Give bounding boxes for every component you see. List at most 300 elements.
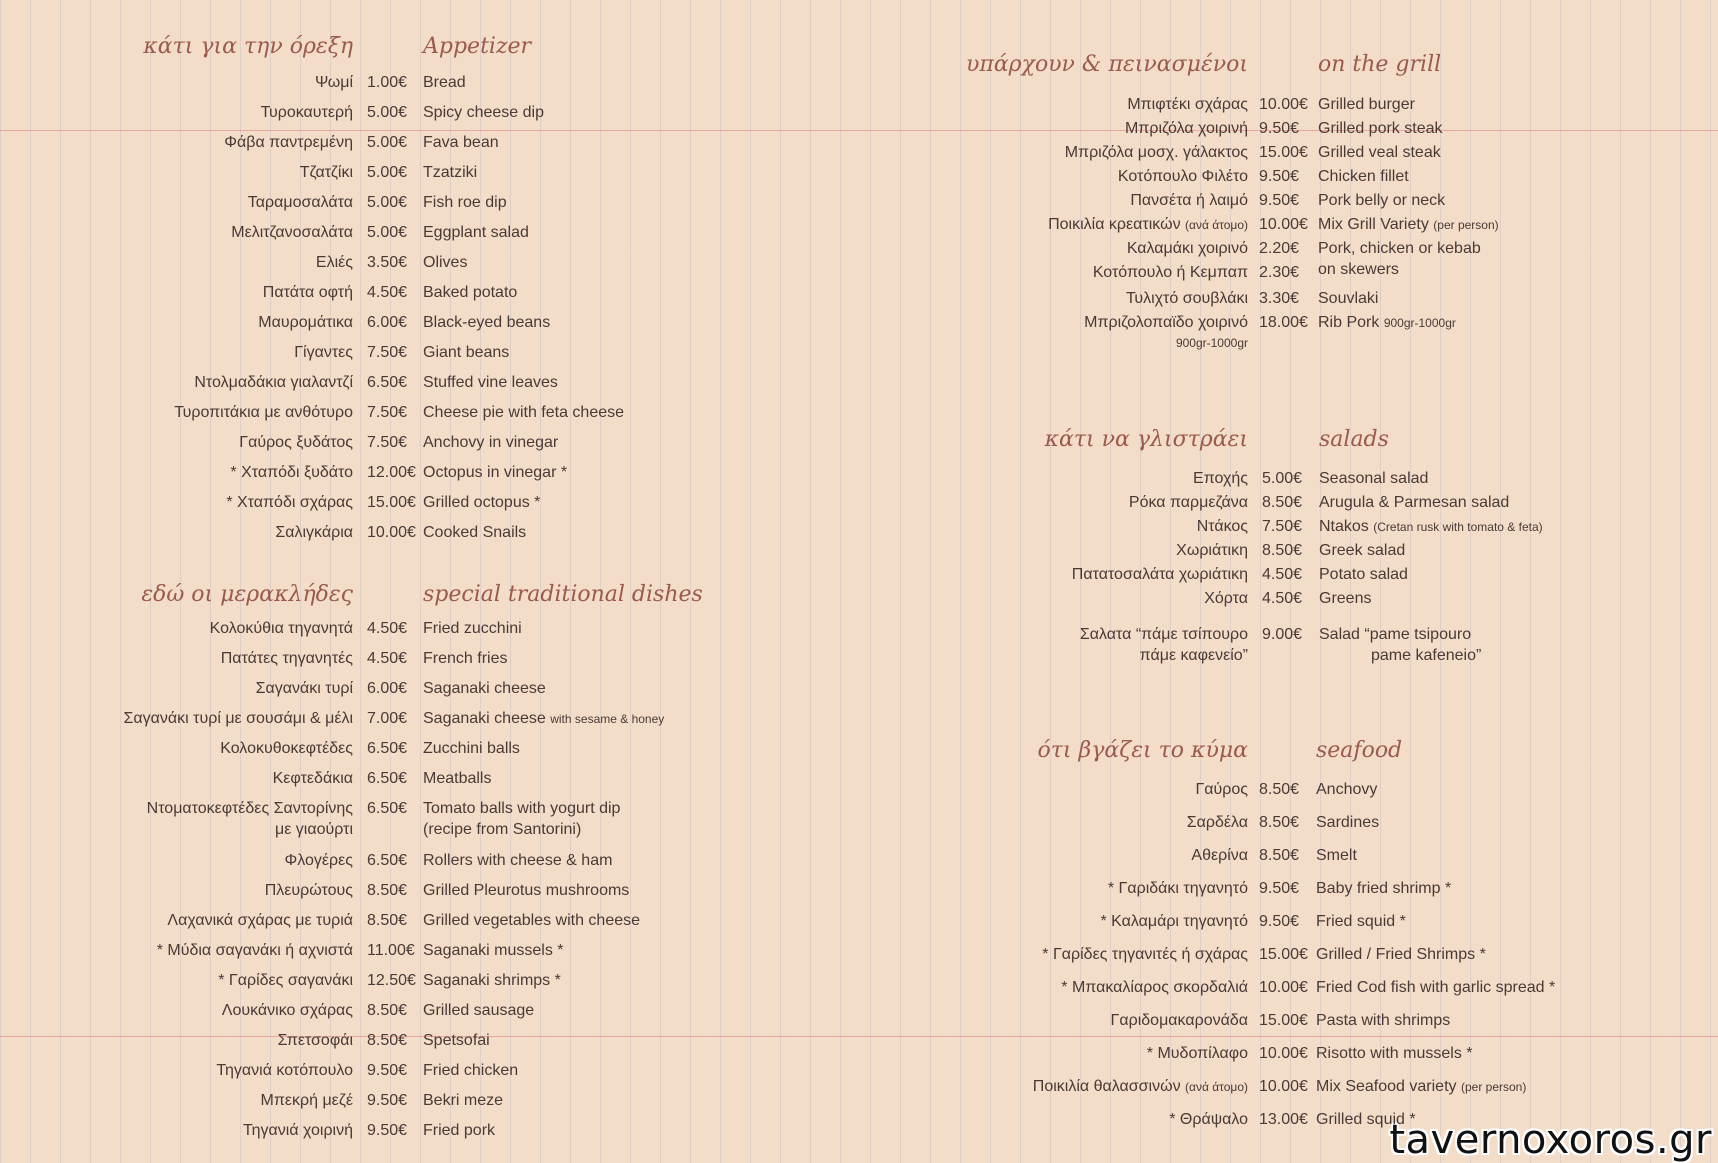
item-name-greek <box>278 1030 353 1051</box>
item-name-english <box>423 72 466 93</box>
item-name-greek-text: Ντολμαδάκια γιαλαντζί <box>194 374 353 391</box>
item-name-greek-text: Ντοματοκεφτέδες Σαντορίνης <box>146 800 353 817</box>
item-price: 6.50€ <box>367 740 408 757</box>
item-price: 10.00€ <box>1259 216 1308 233</box>
item-name-english <box>1316 812 1379 833</box>
item-price: 6.50€ <box>367 770 408 787</box>
item-name-greek-text: Κεφτεδάκια <box>272 770 353 787</box>
watermark: tavernoxoros.gr <box>1389 1117 1712 1163</box>
item-name-greek-text: Ταραμοσαλάτα <box>247 194 353 211</box>
item-name-greek <box>294 342 353 363</box>
item-name-english-text: Stuffed vine leaves <box>423 374 558 391</box>
item-price: 6.00€ <box>367 314 408 331</box>
item-name-greek-text: * Χταπόδι σχάρας <box>226 494 353 511</box>
item-name-greek <box>285 850 354 871</box>
item-name-greek <box>265 880 353 901</box>
item-name-english <box>423 312 550 333</box>
item-price: 5.00€ <box>367 194 408 211</box>
item-name-greek <box>1193 468 1248 489</box>
item-name-greek-text: Σαγανάκι τυρί <box>255 680 353 697</box>
item-price: 4.50€ <box>367 650 408 667</box>
item-name-greek <box>167 910 353 931</box>
item-name-english <box>1318 142 1441 163</box>
item-note-greek: (ανά άτομο) <box>1185 218 1248 232</box>
item-name-greek-line2: 900gr-1000gr <box>1175 336 1248 350</box>
item-name-english-text: Anchovy in vinegar <box>423 434 559 451</box>
item-name-english-text: Smelt <box>1316 847 1357 864</box>
item-name-greek-text: Σαλατα “πάμε τσίπουρο <box>1079 626 1248 643</box>
item-name-greek-text: Τυροκαυτερή <box>260 104 353 121</box>
item-price: 10.00€ <box>1259 1045 1308 1062</box>
item-name-greek-text: Μπριζολοπαϊδο χοιρινό <box>1084 314 1248 331</box>
item-name-greek <box>1127 238 1248 259</box>
item-name-english-text: Souvlaki <box>1318 290 1379 307</box>
item-name-english-text: Saganaki shrimps * <box>423 972 561 989</box>
item-price: 6.50€ <box>367 374 408 391</box>
item-name-greek-text: Κοτόπουλο ή Κεμπαπ <box>1092 264 1248 281</box>
item-name-english <box>423 252 467 273</box>
item-name-greek-text: * Γαρίδες σαγανάκι <box>218 972 353 989</box>
item-price: 6.50€ <box>367 852 408 869</box>
item-price: 9.50€ <box>1259 120 1300 137</box>
item-name-greek <box>224 132 353 153</box>
item-price: 9.50€ <box>367 1062 408 1079</box>
item-name-greek <box>263 282 353 303</box>
item-price: 8.50€ <box>367 1032 408 1049</box>
section-title-greek: υπάρχουν & πεινασμένοι <box>965 52 1248 77</box>
item-name-english <box>1316 845 1357 866</box>
item-price: 8.50€ <box>1262 542 1303 559</box>
item-name-greek <box>221 648 353 669</box>
section-title-english: on the grill <box>1318 52 1442 77</box>
item-name-greek-text: Χωριάτικη <box>1176 542 1248 559</box>
item-name-greek-text: * Θράψαλο <box>1169 1111 1248 1128</box>
item-name-english <box>1316 878 1451 899</box>
item-name-greek <box>147 798 353 840</box>
item-price: 9.00€ <box>1262 626 1303 643</box>
item-name-english-text: Zucchini balls <box>423 740 520 757</box>
item-price: 18.00€ <box>1259 314 1308 331</box>
item-name-english-text: Seasonal salad <box>1319 470 1429 487</box>
item-name-greek <box>216 1060 353 1081</box>
item-note-english: with sesame & honey <box>550 712 665 726</box>
item-name-english-text: Fried chicken <box>423 1062 519 1079</box>
item-name-english <box>423 462 567 483</box>
item-name-greek-text: Μπεκρή μεζέ <box>260 1092 353 1109</box>
item-name-english-text: Greek salad <box>1319 542 1406 559</box>
item-note-english: (Cretan rusk with tomato & feta) <box>1373 520 1543 534</box>
item-name-english <box>1318 312 1456 334</box>
item-price: 11.00€ <box>367 942 415 959</box>
item-price: 9.50€ <box>1259 192 1300 209</box>
item-price: 10.00€ <box>1259 96 1308 113</box>
item-name-english <box>423 1000 534 1021</box>
item-name-english-text: Octopus in vinegar * <box>423 464 568 481</box>
item-name-greek-text: Σαγανάκι τυρί με σουσάμι & μέλι <box>123 710 353 727</box>
item-name-greek <box>243 1120 353 1141</box>
item-price: 5.00€ <box>367 104 408 121</box>
item-name-greek <box>1118 166 1248 187</box>
item-name-english-text: Tomato balls with yogurt dip <box>423 800 621 817</box>
item-name-english <box>423 708 664 730</box>
item-name-english-text: Grilled sausage <box>423 1002 535 1019</box>
item-name-english-text: Mix Seafood variety <box>1316 1078 1457 1095</box>
item-name-english-text: Fried pork <box>423 1122 496 1139</box>
item-name-greek <box>261 102 353 123</box>
section-title-greek: κάτι για την όρεξη <box>143 34 353 59</box>
item-price: 12.00€ <box>367 464 416 481</box>
item-price: 4.50€ <box>367 620 408 637</box>
item-name-english-text: Saganaki cheese <box>423 680 546 697</box>
item-name-greek-text: Γαύρος <box>1195 781 1248 798</box>
item-name-english <box>1318 288 1378 309</box>
item-price: 8.50€ <box>1259 814 1300 831</box>
item-name-greek-text: Καλαμάκι χοιρινό <box>1126 240 1248 257</box>
item-name-greek <box>1204 588 1248 609</box>
item-name-english-line2: pame kafeneio” <box>1371 647 1482 664</box>
item-name-english <box>423 342 509 363</box>
item-name-english-text: Meatballs <box>423 770 492 787</box>
item-name-english <box>1319 588 1371 609</box>
item-name-english-text: Black-eyed beans <box>423 314 551 331</box>
item-price: 5.00€ <box>367 134 408 151</box>
item-name-english <box>423 1060 518 1081</box>
item-name-greek <box>315 72 353 93</box>
item-name-greek-text: Φάβα παντρεμένη <box>224 134 353 151</box>
section-title-english: special traditional dishes <box>423 582 703 607</box>
item-name-english <box>1318 166 1409 187</box>
item-name-english <box>423 102 544 123</box>
item-price: 2.30€ <box>1259 264 1300 281</box>
item-name-english-text: Greens <box>1319 590 1372 607</box>
item-name-greek-text: Σαλιγκάρια <box>275 524 353 541</box>
item-name-english-text: Grilled pork steak <box>1318 120 1443 137</box>
item-name-english <box>423 648 507 669</box>
item-name-english <box>423 432 558 453</box>
item-name-english <box>423 282 517 303</box>
item-price: 7.50€ <box>367 404 408 421</box>
item-name-greek-text: * Μύδια σαγανάκι ή αχνιστά <box>156 942 353 959</box>
item-name-english <box>423 372 558 393</box>
item-name-greek <box>1197 516 1248 537</box>
item-name-greek-text: Πατατοσαλάτα χωριάτικη <box>1071 566 1248 583</box>
item-name-english <box>1318 214 1499 236</box>
item-name-greek-text: Ποικιλία κρεατικών <box>1048 216 1181 233</box>
item-name-english <box>1316 779 1377 800</box>
item-name-english <box>423 222 529 243</box>
item-name-greek <box>300 162 353 183</box>
item-name-english-text: Cheese pie with feta cheese <box>423 404 625 421</box>
item-name-greek-text: Μπριζόλα μοσχ. γάλακτος <box>1064 144 1248 161</box>
item-name-english-text: Potato salad <box>1319 566 1408 583</box>
item-name-english <box>423 1090 503 1111</box>
item-name-greek-text: Πανσέτα ή λαιμό <box>1130 192 1248 209</box>
item-name-english <box>1316 977 1555 998</box>
item-name-english-text: Rib Pork <box>1318 314 1380 331</box>
item-name-english <box>1319 492 1509 513</box>
item-name-english <box>1316 1010 1450 1031</box>
item-price: 8.50€ <box>367 1002 408 1019</box>
item-name-english-text: Cooked Snails <box>423 524 527 541</box>
item-name-english-text: Baby fried shrimp * <box>1316 880 1452 897</box>
section-title-english: salads <box>1319 427 1389 452</box>
item-name-greek-text: Κολοκύθια τηγανητά <box>209 620 353 637</box>
item-price: 10.00€ <box>1259 1078 1308 1095</box>
item-name-english <box>423 940 564 961</box>
item-name-english <box>423 162 477 183</box>
item-name-english <box>1316 911 1406 932</box>
item-name-english <box>423 678 546 699</box>
item-name-greek <box>1147 1043 1248 1064</box>
item-name-greek <box>239 432 353 453</box>
item-name-english-text: Risotto with mussels * <box>1316 1045 1473 1062</box>
item-price: 2.20€ <box>1259 240 1300 257</box>
item-name-greek-text: Τυλιχτό σουβλάκι <box>1125 290 1248 307</box>
item-name-greek-text: Μπιφτέκι σχάρας <box>1127 96 1248 113</box>
item-name-english <box>423 768 491 789</box>
section-title-greek: ότι βγάζει το κύμα <box>1037 738 1248 763</box>
section-title-english: seafood <box>1316 738 1403 763</box>
item-name-english <box>1319 564 1408 585</box>
item-name-greek-text: * Μπακαλίαρος σκορδαλιά <box>1061 979 1248 996</box>
item-name-english-text: Grilled / Fried Shrimps * <box>1316 946 1486 963</box>
item-note-english: (per person) <box>1460 1080 1527 1094</box>
item-name-english-text: Eggplant salad <box>423 224 529 241</box>
item-name-greek <box>1048 214 1248 236</box>
item-name-greek <box>248 192 353 213</box>
item-note-greek: (ανά άτομο) <box>1185 1080 1248 1094</box>
item-name-greek-text: Γαύρος ξυδάτος <box>239 434 353 451</box>
item-name-english <box>1319 624 1481 666</box>
item-price: 5.00€ <box>1262 470 1303 487</box>
item-name-english-text: Fried squid * <box>1316 913 1406 930</box>
item-name-greek-text: Γίγαντες <box>294 344 353 361</box>
item-name-greek <box>1084 312 1248 354</box>
item-price: 10.00€ <box>1259 979 1308 996</box>
item-price: 3.50€ <box>367 254 408 271</box>
item-name-greek-text: Τυροπιτάκια με ανθότυρο <box>174 404 353 421</box>
item-name-greek <box>1125 118 1248 139</box>
item-name-greek <box>1100 911 1248 932</box>
item-name-greek <box>210 618 353 639</box>
item-price: 4.50€ <box>1262 590 1303 607</box>
item-price: 4.50€ <box>1262 566 1303 583</box>
item-name-english-text: Pork belly or neck <box>1318 192 1446 209</box>
item-price: 7.00€ <box>367 710 408 727</box>
item-name-english <box>1316 1076 1526 1098</box>
item-name-greek <box>1080 624 1248 666</box>
item-name-greek-text: Μπριζόλα χοιρινή <box>1124 120 1248 137</box>
item-name-english-text: Tzatziki <box>423 164 478 181</box>
item-name-english-text: Pasta with shrimps <box>1316 1012 1451 1029</box>
item-name-greek <box>258 312 353 333</box>
item-name-greek <box>1033 1076 1248 1098</box>
item-name-greek-text: Αθερίνα <box>1191 847 1248 864</box>
item-price: 3.30€ <box>1259 290 1300 307</box>
item-price: 13.00€ <box>1259 1111 1308 1128</box>
item-name-greek-text: Μελιτζανοσαλάτα <box>231 224 353 241</box>
item-name-greek-text: Τηγανιά κοτόπουλο <box>216 1062 353 1079</box>
section-title-greek: κάτι να γλιστράει <box>1044 427 1248 452</box>
item-name-english-text: Saganaki cheese <box>423 710 546 727</box>
item-name-greek-text: Σαρδέλα <box>1186 814 1248 831</box>
section-title-greek: εδώ οι μερακλήδες <box>141 582 353 607</box>
item-name-english <box>423 910 640 931</box>
item-name-english <box>1319 540 1405 561</box>
item-name-english <box>423 492 540 513</box>
item-name-greek-text: Ψωμί <box>314 74 353 91</box>
item-price: 1.00€ <box>367 74 408 91</box>
item-price: 15.00€ <box>1259 946 1308 963</box>
item-price: 15.00€ <box>1259 144 1308 161</box>
item-name-english-text: Sardines <box>1316 814 1380 831</box>
item-name-greek-text: * Γαριδάκι τηγανητό <box>1107 880 1248 897</box>
item-name-greek-line2: πάμε καφενείο” <box>1139 647 1248 664</box>
item-price: 8.50€ <box>367 912 408 929</box>
item-name-greek <box>222 1000 353 1021</box>
item-name-english-text: Arugula & Parmesan salad <box>1319 494 1510 511</box>
item-name-english-text: Fried Cod fish with garlic spread * <box>1316 979 1556 996</box>
item-name-english-text: Anchovy <box>1316 781 1378 798</box>
item-name-greek-text: Τηγανιά χοιρινή <box>243 1122 353 1139</box>
item-name-greek <box>1065 142 1248 163</box>
item-price: 9.50€ <box>367 1092 408 1109</box>
item-name-english <box>423 1120 495 1141</box>
item-name-english-text: Ntakos <box>1319 518 1369 535</box>
item-name-greek <box>1111 1010 1248 1031</box>
item-name-english-text: Salad “pame tsipouro <box>1319 626 1472 643</box>
item-name-greek <box>1042 944 1248 965</box>
section-title-english: Appetizer <box>423 34 532 59</box>
item-name-english <box>423 132 499 153</box>
item-name-english <box>423 970 561 991</box>
item-name-english-text: Chicken fillet <box>1318 168 1409 185</box>
item-name-english-line2: (recipe from Santorini) <box>423 821 582 838</box>
item-name-english <box>423 1030 490 1051</box>
item-name-english-text: Giant beans <box>423 344 510 361</box>
item-name-english-text: French fries <box>423 650 508 667</box>
item-name-greek-text: Πλευρώτους <box>264 882 353 899</box>
item-name-greek-text: Εποχής <box>1193 470 1248 487</box>
item-name-english-text: Grilled octopus * <box>423 494 541 511</box>
item-name-english <box>1316 1109 1416 1130</box>
item-name-english <box>423 522 526 543</box>
item-note-english: 900gr-1000gr <box>1383 316 1456 330</box>
item-name-english <box>1319 516 1543 538</box>
item-name-greek <box>231 222 353 243</box>
item-price: 15.00€ <box>1259 1012 1308 1029</box>
item-name-greek <box>230 462 353 483</box>
item-name-english <box>423 738 520 759</box>
item-name-greek <box>218 970 353 991</box>
item-name-greek <box>174 402 353 423</box>
item-name-english-text: Grilled veal steak <box>1318 144 1441 161</box>
item-name-greek-text: Ρόκα παρμεζάνα <box>1128 494 1248 511</box>
item-price: 7.50€ <box>367 344 408 361</box>
item-name-greek <box>275 522 353 543</box>
item-name-english-line2: on skewers <box>1318 261 1399 278</box>
item-name-english-text: Grilled burger <box>1318 96 1415 113</box>
item-price: 4.50€ <box>367 284 408 301</box>
item-price: 8.50€ <box>1259 847 1300 864</box>
item-name-greek-text: Κολοκυθοκεφτέδες <box>220 740 353 757</box>
item-name-greek <box>1187 812 1248 833</box>
item-name-greek <box>157 940 353 961</box>
item-name-english-text: Rollers with cheese & ham <box>423 852 613 869</box>
item-name-greek <box>1191 845 1248 866</box>
item-name-english-text: Grilled squid * <box>1316 1111 1416 1128</box>
item-name-english-text: Mix Grill Variety <box>1318 216 1429 233</box>
item-name-greek-text: Ελιές <box>315 254 353 271</box>
item-name-greek-line2: με γιαούρτι <box>275 821 353 838</box>
item-name-greek <box>194 372 353 393</box>
item-name-english-text: Spicy cheese dip <box>423 104 544 121</box>
item-name-greek <box>226 492 353 513</box>
item-name-greek <box>124 708 354 729</box>
item-name-greek-text: * Χταπόδι ξυδάτο <box>230 464 353 481</box>
item-name-greek-text: Σπετσοφάι <box>277 1032 353 1049</box>
item-name-greek-text: Χόρτα <box>1204 590 1248 607</box>
item-name-english-text: Bekri meze <box>423 1092 504 1109</box>
item-price: 8.50€ <box>1262 494 1303 511</box>
item-price: 9.50€ <box>1259 913 1300 930</box>
item-name-greek <box>1130 190 1248 211</box>
item-name-greek-text: Πατάτα οφτή <box>262 284 353 301</box>
item-price: 7.50€ <box>367 434 408 451</box>
item-name-english-text: Baked potato <box>423 284 518 301</box>
item-price: 6.50€ <box>367 800 408 817</box>
item-name-greek <box>1195 779 1248 800</box>
item-price: 9.50€ <box>1259 168 1300 185</box>
item-name-greek-text: Κοτόπουλο Φιλέτο <box>1117 168 1248 185</box>
item-name-english <box>1318 118 1443 139</box>
item-name-english <box>423 192 507 213</box>
item-name-english-text: Fried zucchini <box>423 620 522 637</box>
item-name-greek-text: Λαχανικά σχάρας με τυριά <box>167 912 353 929</box>
item-name-english-text: Spetsofai <box>423 1032 490 1049</box>
item-name-english <box>1316 1043 1473 1064</box>
item-name-greek <box>316 252 353 273</box>
item-name-greek <box>1093 262 1248 283</box>
item-name-greek <box>1169 1109 1248 1130</box>
item-name-english-text: Fish roe dip <box>423 194 507 211</box>
item-price: 6.00€ <box>367 680 408 697</box>
item-name-greek-text: Ντάκος <box>1196 518 1248 535</box>
item-price: 10.00€ <box>367 524 416 541</box>
item-price: 9.50€ <box>367 1122 408 1139</box>
item-name-greek <box>1176 540 1248 561</box>
item-name-greek <box>261 1090 353 1111</box>
item-note-english: (per person) <box>1433 218 1499 232</box>
item-name-greek <box>256 678 353 699</box>
item-name-english <box>1319 468 1428 489</box>
item-name-english <box>423 850 612 871</box>
item-price: 9.50€ <box>1259 880 1300 897</box>
item-name-greek-text: Μαυρομάτικα <box>258 314 353 331</box>
item-name-english-text: Olives <box>423 254 468 271</box>
item-name-english <box>423 618 522 639</box>
item-name-english <box>1318 190 1445 211</box>
item-name-greek <box>1108 878 1248 899</box>
item-name-greek <box>1127 94 1248 115</box>
item-name-english-text: Saganaki mussels * <box>423 942 564 959</box>
item-name-english-text: Grilled Pleurotus mushrooms <box>423 882 630 899</box>
item-name-english-text: Grilled vegetables with cheese <box>423 912 641 929</box>
item-price: 7.50€ <box>1262 518 1303 535</box>
item-name-greek-text: * Γαρίδες τηγανιτές ή σχάρας <box>1042 946 1248 963</box>
item-name-greek <box>220 738 353 759</box>
item-name-greek <box>273 768 353 789</box>
